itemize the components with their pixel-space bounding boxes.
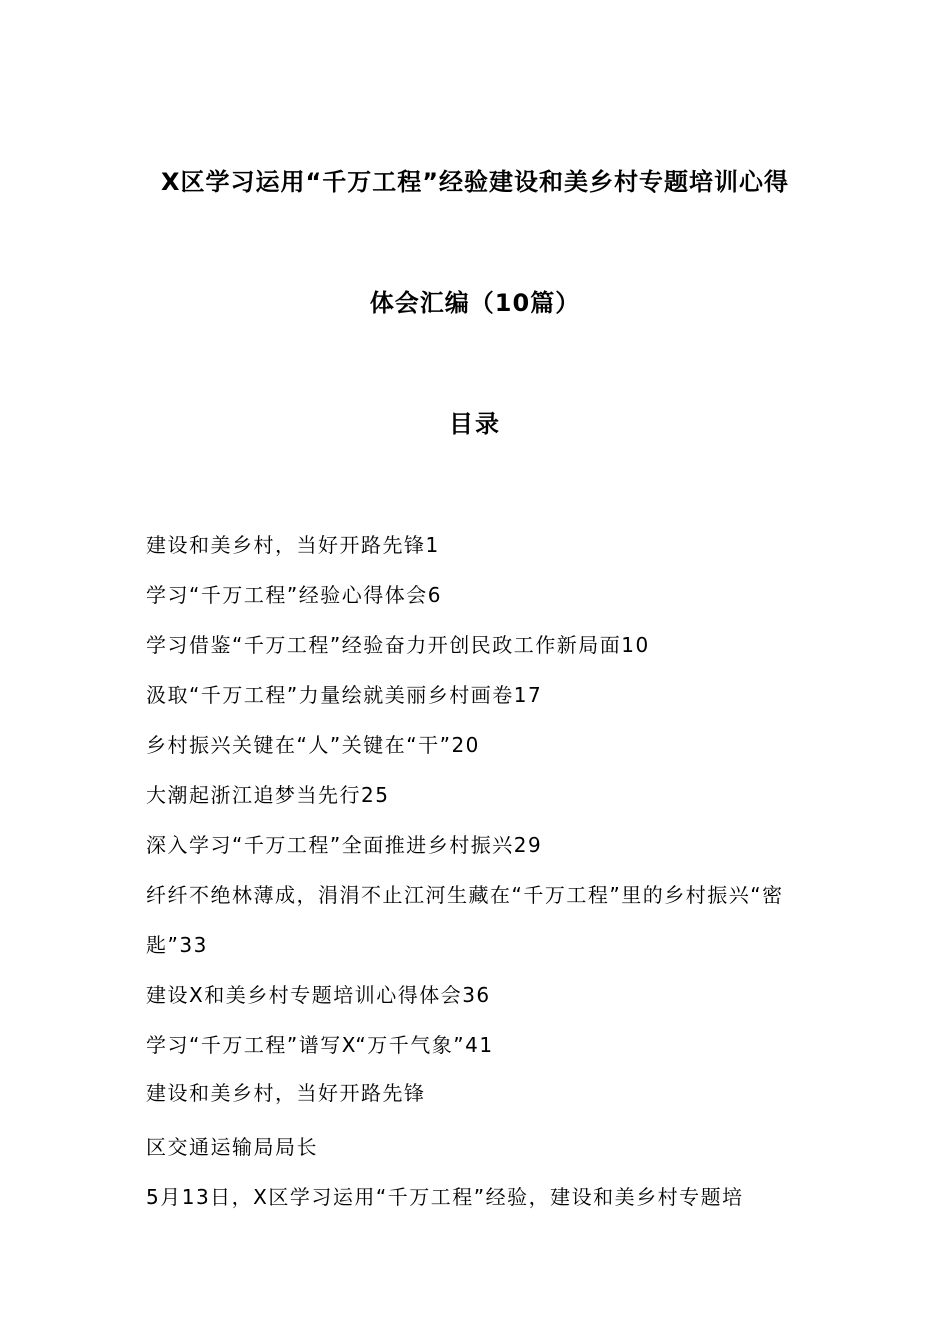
article-title: 建设和美乡村，当好开路先锋 (146, 1081, 426, 1105)
article-author: 区交通运输局局长 (146, 1135, 318, 1159)
toc-item-2[interactable]: 学习“千万工程”经验心得体会6 (146, 583, 442, 607)
toc-item-10[interactable]: 学习“千万工程”谱写X“万千气象”41 (146, 1033, 494, 1057)
article-start (146, 1068, 826, 1222)
toc-item-8[interactable]: 纤纤不绝林薄成，涓涓不止江河生藏在“千万工程”里的乡村振兴“密匙”33 (146, 883, 784, 957)
toc-item-1[interactable]: 建设和美乡村，当好开路先锋1 (146, 533, 440, 557)
document-title-line-1: X区学习运用“千万工程”经验建设和美乡村专题培训心得 (160, 168, 790, 196)
toc-item-6[interactable]: 大潮起浙江追梦当先行25 (146, 783, 390, 807)
toc-item-3[interactable]: 学习借鉴“千万工程”经验奋力开创民政工作新局面10 (146, 633, 650, 657)
toc-item-4[interactable]: 汲取“千万工程”力量绘就美丽乡村画卷17 (146, 683, 543, 707)
table-of-contents (146, 520, 826, 1070)
toc-item-7[interactable]: 深入学习“千万工程”全面推进乡村振兴29 (146, 833, 543, 857)
article-paragraph-line: 5月13日，X区学习运用“千万工程”经验，建设和美乡村专题培 (146, 1185, 744, 1209)
document-title-line-2: 体会汇编（10篇） (369, 289, 581, 317)
toc-item-9[interactable]: 建设X和美乡村专题培训心得体会36 (146, 983, 491, 1007)
toc-item-5[interactable]: 乡村振兴关键在“人”关键在“干”20 (146, 733, 480, 757)
toc-heading: 目录 (449, 410, 501, 438)
